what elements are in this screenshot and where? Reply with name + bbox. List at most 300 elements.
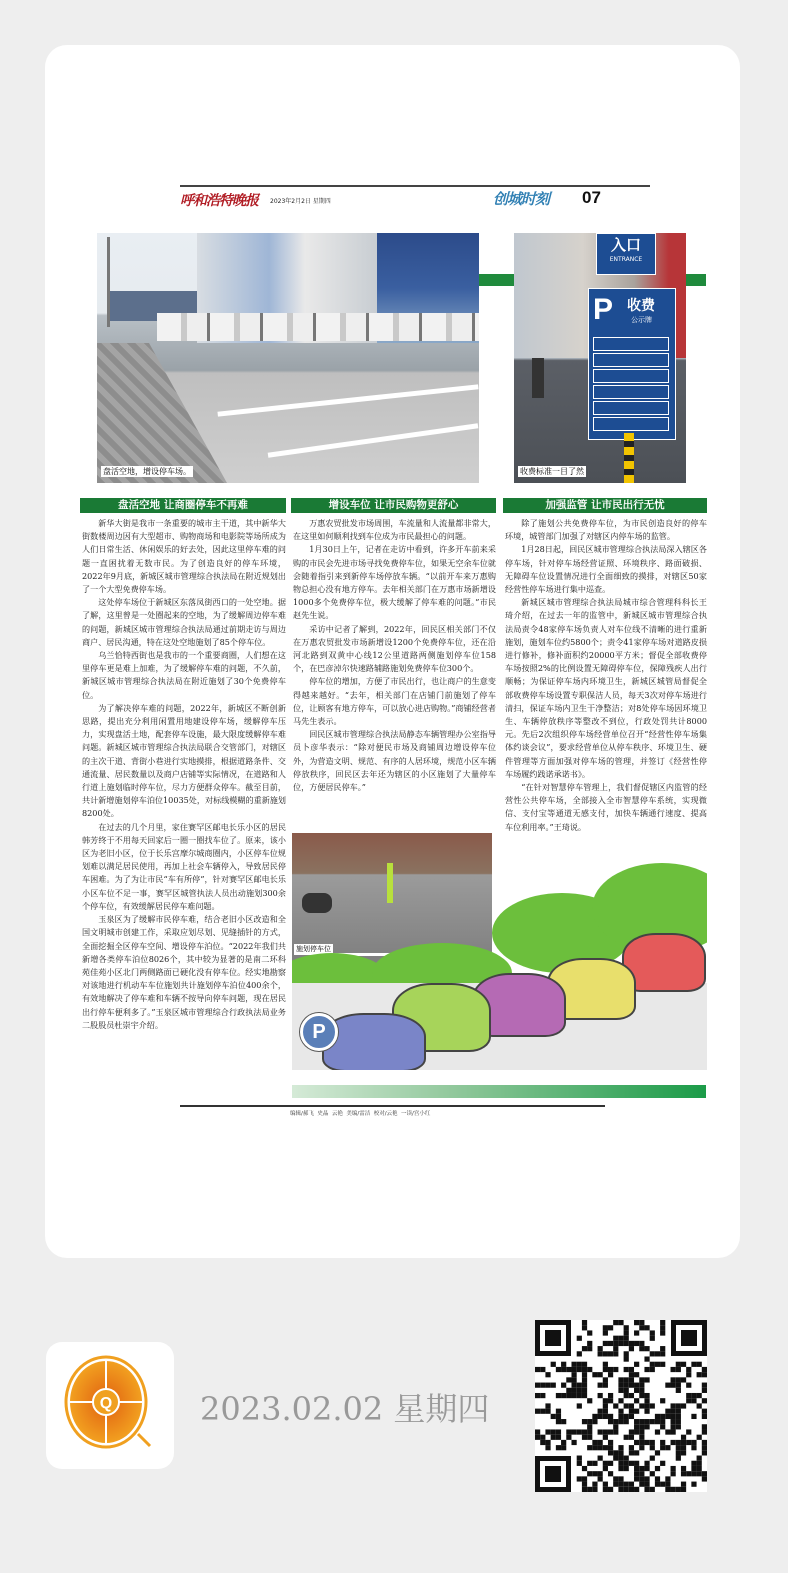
qr-module <box>598 1393 603 1398</box>
qr-module <box>665 1414 670 1419</box>
article-heading: 盘活空地 让商圈停车不再难 <box>80 498 286 513</box>
qr-module <box>603 1414 608 1419</box>
qr-module <box>702 1409 707 1414</box>
qr-module <box>650 1487 655 1492</box>
qr-module <box>603 1403 608 1408</box>
qr-module <box>686 1471 691 1476</box>
qr-module <box>592 1482 597 1487</box>
qr-module <box>603 1482 608 1487</box>
qr-module <box>665 1487 670 1492</box>
qr-module <box>540 1435 545 1440</box>
qr-module <box>639 1377 644 1382</box>
qr-module <box>545 1383 550 1388</box>
newspaper-page <box>45 45 740 1258</box>
qr-module <box>603 1325 608 1330</box>
header-rule <box>180 185 650 187</box>
qr-module <box>629 1372 634 1377</box>
qr-module <box>577 1476 582 1481</box>
qr-module <box>634 1487 639 1492</box>
qr-module <box>624 1487 629 1492</box>
qr-module <box>582 1435 587 1440</box>
qr-module <box>577 1429 582 1434</box>
qr-module <box>577 1461 582 1466</box>
qr-code[interactable] <box>535 1320 707 1492</box>
paragraph: “在针对智慧停车管理上，我们督促辖区内监管的经营性公共停车场，全部接入全市智慧停车系统，实现微信、支付宝等通道无感支付，加快车辆通行速度、提高车位利用率。”王琦说。 <box>505 782 707 832</box>
qr-module <box>624 1466 629 1471</box>
qr-module <box>535 1393 540 1398</box>
qr-module <box>624 1377 629 1382</box>
qr-module <box>603 1362 608 1367</box>
qr-module <box>650 1351 655 1356</box>
qr-module <box>566 1367 571 1372</box>
qr-module <box>608 1341 613 1346</box>
qr-module <box>697 1466 702 1471</box>
qr-module <box>676 1450 681 1455</box>
bollard <box>624 433 634 483</box>
qr-module <box>603 1383 608 1388</box>
qr-module <box>598 1445 603 1450</box>
qr-module <box>613 1341 618 1346</box>
qr-module <box>681 1377 686 1382</box>
qr-module <box>655 1351 660 1356</box>
qr-module <box>660 1320 665 1325</box>
qr-module <box>618 1398 623 1403</box>
qr-module <box>608 1429 613 1434</box>
qr-module <box>639 1466 644 1471</box>
qr-module <box>571 1362 576 1367</box>
paragraph: 除了施划公共免费停车位，为市民创造良好的停车环境，城管部门加强了对辖区内停车场的监管。 <box>505 518 707 542</box>
qr-module <box>608 1450 613 1455</box>
qr-module <box>587 1429 592 1434</box>
qr-module <box>629 1445 634 1450</box>
qr-module <box>587 1398 592 1403</box>
qr-module <box>691 1362 696 1367</box>
paving-stones <box>97 343 227 483</box>
qr-module <box>613 1419 618 1424</box>
qr-module <box>618 1388 623 1393</box>
page-number: 07 <box>582 188 601 207</box>
qr-module <box>556 1409 561 1414</box>
qr-module <box>660 1398 665 1403</box>
qr-module <box>639 1320 644 1325</box>
qr-module <box>613 1456 618 1461</box>
qr-module <box>608 1471 613 1476</box>
qr-module <box>624 1456 629 1461</box>
qr-module <box>671 1414 676 1419</box>
qr-module <box>582 1346 587 1351</box>
qr-module <box>582 1383 587 1388</box>
qr-module <box>624 1330 629 1335</box>
qr-module <box>702 1424 707 1429</box>
qr-module <box>655 1362 660 1367</box>
qr-module <box>681 1450 686 1455</box>
entrance-sign <box>596 233 656 275</box>
qr-module <box>582 1419 587 1424</box>
qr-module <box>603 1351 608 1356</box>
paragraph: 1月30日上午，记者在走访中看到，许多开车前来采购的市民会先进市场寻找免费停车位，如果无空余车位就会随着指引来到新停车场停放车辆。“以前开车来万惠购物总担心没有地方停车。去年相关部门在万惠市场新增设1000多个免费停车位，极大缓解了停车难的问题。”市民赵先生说。 <box>293 544 496 621</box>
qr-module <box>561 1383 566 1388</box>
qr-module <box>634 1429 639 1434</box>
scooter <box>302 893 332 913</box>
qr-module <box>660 1325 665 1330</box>
qr-module <box>624 1388 629 1393</box>
qr-module <box>556 1367 561 1372</box>
qr-module <box>577 1393 582 1398</box>
qr-module <box>624 1325 629 1330</box>
qr-module <box>608 1398 613 1403</box>
qr-module <box>603 1435 608 1440</box>
qr-module <box>702 1372 707 1377</box>
qr-module <box>577 1362 582 1367</box>
qr-module <box>697 1471 702 1476</box>
paragraph: 1月28日起，回民区城市管理综合执法局深入辖区各停车场，针对停车场经营证照、环境秩序、路面破损、无障碍车位设置情况进行全面细致的摸排，对辖区50家经营性停车场进行集中巡查。 <box>505 544 707 595</box>
qr-module <box>676 1440 681 1445</box>
qr-module <box>618 1377 623 1382</box>
qr-module <box>587 1330 592 1335</box>
qr-module <box>592 1414 597 1419</box>
qr-module <box>639 1424 644 1429</box>
article-column-1 <box>82 517 286 1032</box>
qr-module <box>556 1414 561 1419</box>
qr-module <box>598 1440 603 1445</box>
qr-module <box>639 1471 644 1476</box>
qr-module <box>691 1398 696 1403</box>
qr-module <box>577 1336 582 1341</box>
qr-module <box>577 1456 582 1461</box>
qr-module <box>540 1383 545 1388</box>
qr-module <box>556 1435 561 1440</box>
parking-line <box>268 423 479 457</box>
qr-code-graphic <box>535 1320 707 1492</box>
qr-module <box>676 1487 681 1492</box>
qr-module <box>629 1377 634 1382</box>
qr-module <box>545 1403 550 1408</box>
qr-module <box>650 1336 655 1341</box>
qr-module <box>587 1461 592 1466</box>
qr-module <box>691 1471 696 1476</box>
parked-cars <box>157 313 479 341</box>
article-heading: 加强监管 让市民出行无忧 <box>503 498 707 513</box>
qr-module <box>603 1445 608 1450</box>
qr-module <box>671 1466 676 1471</box>
qr-module <box>592 1461 597 1466</box>
qr-module <box>644 1487 649 1492</box>
qr-module <box>587 1367 592 1372</box>
qr-module <box>660 1424 665 1429</box>
qr-module <box>650 1456 655 1461</box>
qr-module <box>603 1341 608 1346</box>
qr-module <box>571 1429 576 1434</box>
qr-module <box>566 1393 571 1398</box>
qr-module <box>629 1403 634 1408</box>
qr-module <box>618 1482 623 1487</box>
parking-p-icon: P <box>300 1013 338 1051</box>
qr-module <box>551 1362 556 1367</box>
qr-module <box>639 1325 644 1330</box>
qr-module <box>608 1487 613 1492</box>
qr-module <box>598 1476 603 1481</box>
qr-module <box>697 1461 702 1466</box>
qr-module <box>556 1445 561 1450</box>
qr-module <box>598 1372 603 1377</box>
qr-module <box>618 1409 623 1414</box>
qr-module <box>613 1429 618 1434</box>
qr-module <box>671 1367 676 1372</box>
qr-module <box>702 1471 707 1476</box>
qr-module <box>587 1435 592 1440</box>
qr-module <box>660 1461 665 1466</box>
qr-module <box>592 1445 597 1450</box>
qr-module <box>660 1414 665 1419</box>
qr-module <box>540 1367 545 1372</box>
qr-module <box>660 1440 665 1445</box>
qr-module <box>634 1440 639 1445</box>
qr-module <box>598 1471 603 1476</box>
qr-module <box>618 1456 623 1461</box>
qr-module <box>634 1461 639 1466</box>
paragraph: 回民区城市管理综合执法局静态车辆管理办公室指导员卜彦华表示：“除对便民市场及商铺周边增设停车位外，为营造文明、规范、有序的人居环境，规范小区车辆停放秩序，回民区去年还为辖区的小区施划了大量停车位，方便居民停车。” <box>293 729 496 793</box>
parking-meter <box>532 358 544 398</box>
qr-module <box>582 1325 587 1330</box>
qr-module <box>613 1403 618 1408</box>
qr-module <box>629 1393 634 1398</box>
qr-module <box>629 1482 634 1487</box>
qr-module <box>571 1440 576 1445</box>
qr-module <box>639 1341 644 1346</box>
svg-text:Q: Q <box>99 1395 113 1412</box>
qr-module <box>545 1429 550 1434</box>
qr-module <box>634 1466 639 1471</box>
qr-module <box>671 1471 676 1476</box>
qr-module <box>665 1482 670 1487</box>
newspaper-card <box>45 45 740 1258</box>
qr-module <box>629 1450 634 1455</box>
qr-module <box>639 1482 644 1487</box>
qr-module <box>634 1383 639 1388</box>
qr-module <box>634 1330 639 1335</box>
qr-module <box>603 1487 608 1492</box>
qr-module <box>613 1346 618 1351</box>
qr-module <box>618 1487 623 1492</box>
paragraph: 为了解决停车难的问题，2022年，新城区不断创新思路，提出充分利用闲置用地建设停车场，缓解停车压力，实现盘活土地，配套停车设施，最大限度缓解停车难问题。新城区城市管理综合执法局联合交管部门，对辖区的主次干道、背街小巷进行实地摸排，根据道路条件、交通流量、居民数量以及商户店铺等实际情况，在道路和人行道上施划临时停车位，尽力方便群众停车。截至目前，共计新增施划停车泊位10035处，对标线模糊的重新施划8200处。 <box>82 702 286 819</box>
qr-module <box>650 1362 655 1367</box>
qr-module <box>582 1466 587 1471</box>
qr-module <box>691 1466 696 1471</box>
qr-module <box>571 1377 576 1382</box>
qr-module <box>629 1487 634 1492</box>
qr-module <box>566 1429 571 1434</box>
qr-module <box>613 1476 618 1481</box>
parking-p-letter: P <box>593 293 614 326</box>
qr-module <box>571 1383 576 1388</box>
qr-module <box>639 1393 644 1398</box>
qr-module <box>582 1487 587 1492</box>
qr-module <box>634 1419 639 1424</box>
qr-module <box>613 1351 618 1356</box>
qr-module <box>582 1476 587 1481</box>
qr-module <box>603 1409 608 1414</box>
qr-module <box>592 1471 597 1476</box>
qr-module <box>660 1419 665 1424</box>
qr-module <box>634 1424 639 1429</box>
qr-module <box>697 1362 702 1367</box>
qr-module <box>681 1440 686 1445</box>
qr-module <box>566 1377 571 1382</box>
qr-module <box>650 1419 655 1424</box>
qr-module <box>571 1372 576 1377</box>
qr-module <box>618 1336 623 1341</box>
qr-module <box>634 1450 639 1455</box>
qr-module <box>587 1424 592 1429</box>
qr-module <box>613 1367 618 1372</box>
qr-module <box>691 1482 696 1487</box>
qr-module <box>618 1414 623 1419</box>
qr-module <box>582 1320 587 1325</box>
qr-module <box>681 1482 686 1487</box>
qr-module <box>598 1383 603 1388</box>
qr-module <box>603 1398 608 1403</box>
qr-module <box>691 1393 696 1398</box>
qr-module <box>608 1372 613 1377</box>
qr-module <box>624 1351 629 1356</box>
qr-module <box>671 1424 676 1429</box>
qr-module <box>577 1388 582 1393</box>
qr-module <box>655 1450 660 1455</box>
qr-module <box>624 1435 629 1440</box>
qr-module <box>686 1367 691 1372</box>
qr-module <box>702 1450 707 1455</box>
qr-module <box>624 1403 629 1408</box>
qr-module <box>650 1367 655 1372</box>
qr-module <box>551 1429 556 1434</box>
qr-module <box>676 1367 681 1372</box>
qr-module <box>655 1476 660 1481</box>
qr-module <box>644 1476 649 1481</box>
qr-module <box>676 1414 681 1419</box>
qr-module <box>650 1403 655 1408</box>
qr-module <box>702 1429 707 1434</box>
qr-module <box>671 1419 676 1424</box>
qr-module <box>639 1440 644 1445</box>
qr-module <box>618 1450 623 1455</box>
lamp-post <box>107 237 110 327</box>
qr-module <box>691 1461 696 1466</box>
qr-module <box>535 1409 540 1414</box>
date-label: 2023.02.02 星期四 <box>200 1390 490 1428</box>
q-target-icon <box>46 1342 174 1469</box>
qr-module <box>639 1476 644 1481</box>
editor-credits: 编辑/郝飞 史晶 云艳 美编/雷洁 校对/云艳 一读/宫小红 <box>290 1111 431 1117</box>
fee-table <box>593 337 669 433</box>
photo-caption: 收费标准一目了然 <box>520 467 584 476</box>
qr-module <box>644 1393 649 1398</box>
qr-module <box>582 1367 587 1372</box>
qr-module <box>639 1445 644 1450</box>
parking-lot-photo <box>97 233 479 483</box>
qr-module <box>702 1398 707 1403</box>
qr-module <box>618 1476 623 1481</box>
issue-date: 2023年2月2日 星期四 <box>270 198 331 205</box>
qr-module <box>598 1409 603 1414</box>
qr-module <box>618 1341 623 1346</box>
qr-module <box>681 1445 686 1450</box>
qr-module <box>655 1419 660 1424</box>
qr-module <box>697 1372 702 1377</box>
qr-module <box>592 1419 597 1424</box>
qr-module <box>582 1482 587 1487</box>
qr-module <box>603 1367 608 1372</box>
qr-module <box>639 1419 644 1424</box>
qr-module <box>629 1409 634 1414</box>
qr-module <box>691 1414 696 1419</box>
qr-module <box>556 1419 561 1424</box>
entrance-sign-text: 入口 <box>610 236 641 254</box>
footer-rule <box>180 1105 605 1107</box>
qr-module <box>681 1487 686 1492</box>
parking-illustration <box>292 833 707 1070</box>
qr-module <box>686 1393 691 1398</box>
qr-module <box>660 1482 665 1487</box>
qr-module <box>702 1440 707 1445</box>
qr-module <box>608 1351 613 1356</box>
app-icon[interactable] <box>46 1342 174 1469</box>
paragraph: 新城区城市管理综合执法局城市综合管理科科长王琦介绍，在过去一年的监管中，新城区城市管理综合执法局责令48家停车场负责人对车位线不清晰的进行重新施划，施划车位约5800个；责令41家停车场对道路皮损进行修补，修补面积约20000平方米；督促全部收费停车场按照2%的比例设置无障碍停车位，保障残疾人出行顺畅；为保证停车场内环境卫生，新城区城管局督促全部收费停车场设置专职保洁人员，每天3次对停车场进行清扫，保证车场内卫生干净整洁；对8处停车场因环境卫生、车辆停放秩序等整改不到位，行政处罚共计8000元。先后2次组织停车场经营单位召开“经营性停车场集体约谈会议”，要求经营单位从停车秩序、环境卫生、硬件管理等方面加强对停车场的管理，并签订《经营性停车场履约践诺承诺书》。 <box>505 597 707 779</box>
fee-sign-photo <box>514 233 686 483</box>
qr-module <box>540 1393 545 1398</box>
qr-module <box>702 1367 707 1372</box>
qr-module <box>598 1456 603 1461</box>
qr-module <box>603 1377 608 1382</box>
qr-module <box>681 1435 686 1440</box>
qr-module <box>665 1383 670 1388</box>
qr-module <box>676 1409 681 1414</box>
qr-module <box>634 1409 639 1414</box>
qr-module <box>671 1429 676 1434</box>
qr-module <box>629 1435 634 1440</box>
qr-module <box>629 1383 634 1388</box>
qr-module <box>624 1393 629 1398</box>
qr-module <box>686 1383 691 1388</box>
qr-module <box>644 1419 649 1424</box>
qr-module <box>608 1325 613 1330</box>
illustration-caption: 施划停车位 <box>296 945 331 953</box>
qr-module <box>660 1346 665 1351</box>
qr-module <box>671 1440 676 1445</box>
qr-module <box>624 1367 629 1372</box>
fee-sign-subtitle: 公示牌 <box>631 316 652 324</box>
qr-module <box>644 1409 649 1414</box>
fee-sign-title: 收费 <box>627 298 655 314</box>
qr-module <box>629 1429 634 1434</box>
qr-module <box>577 1403 582 1408</box>
qr-module <box>598 1351 603 1356</box>
qr-module <box>618 1461 623 1466</box>
qr-module <box>587 1445 592 1450</box>
qr-module <box>676 1403 681 1408</box>
qr-module <box>644 1440 649 1445</box>
qr-module <box>629 1461 634 1466</box>
qr-module <box>551 1414 556 1419</box>
paragraph: 停车位的增加，方便了市民出行，也让商户的生意变得越来越好。“去年，相关部门在店铺门前施划了停车位，让顾客有地方停车，可以放心进店购物。”商铺经营者马先生表示。 <box>293 676 496 727</box>
qr-module <box>655 1429 660 1434</box>
qr-module <box>561 1440 566 1445</box>
qr-module <box>561 1362 566 1367</box>
qr-module <box>603 1429 608 1434</box>
qr-module <box>650 1330 655 1335</box>
paragraph: 采访中记者了解到，2022年，回民区相关部门不仅在万惠农贸批发市场新增设1200个免费停车位，还在沿河北路到双黄中心线12公里道路两侧施划停车位158个，在巴彦淖尔快速路辅路施划免费停车位300个。 <box>293 623 496 674</box>
qr-module <box>644 1398 649 1403</box>
qr-module <box>681 1362 686 1367</box>
